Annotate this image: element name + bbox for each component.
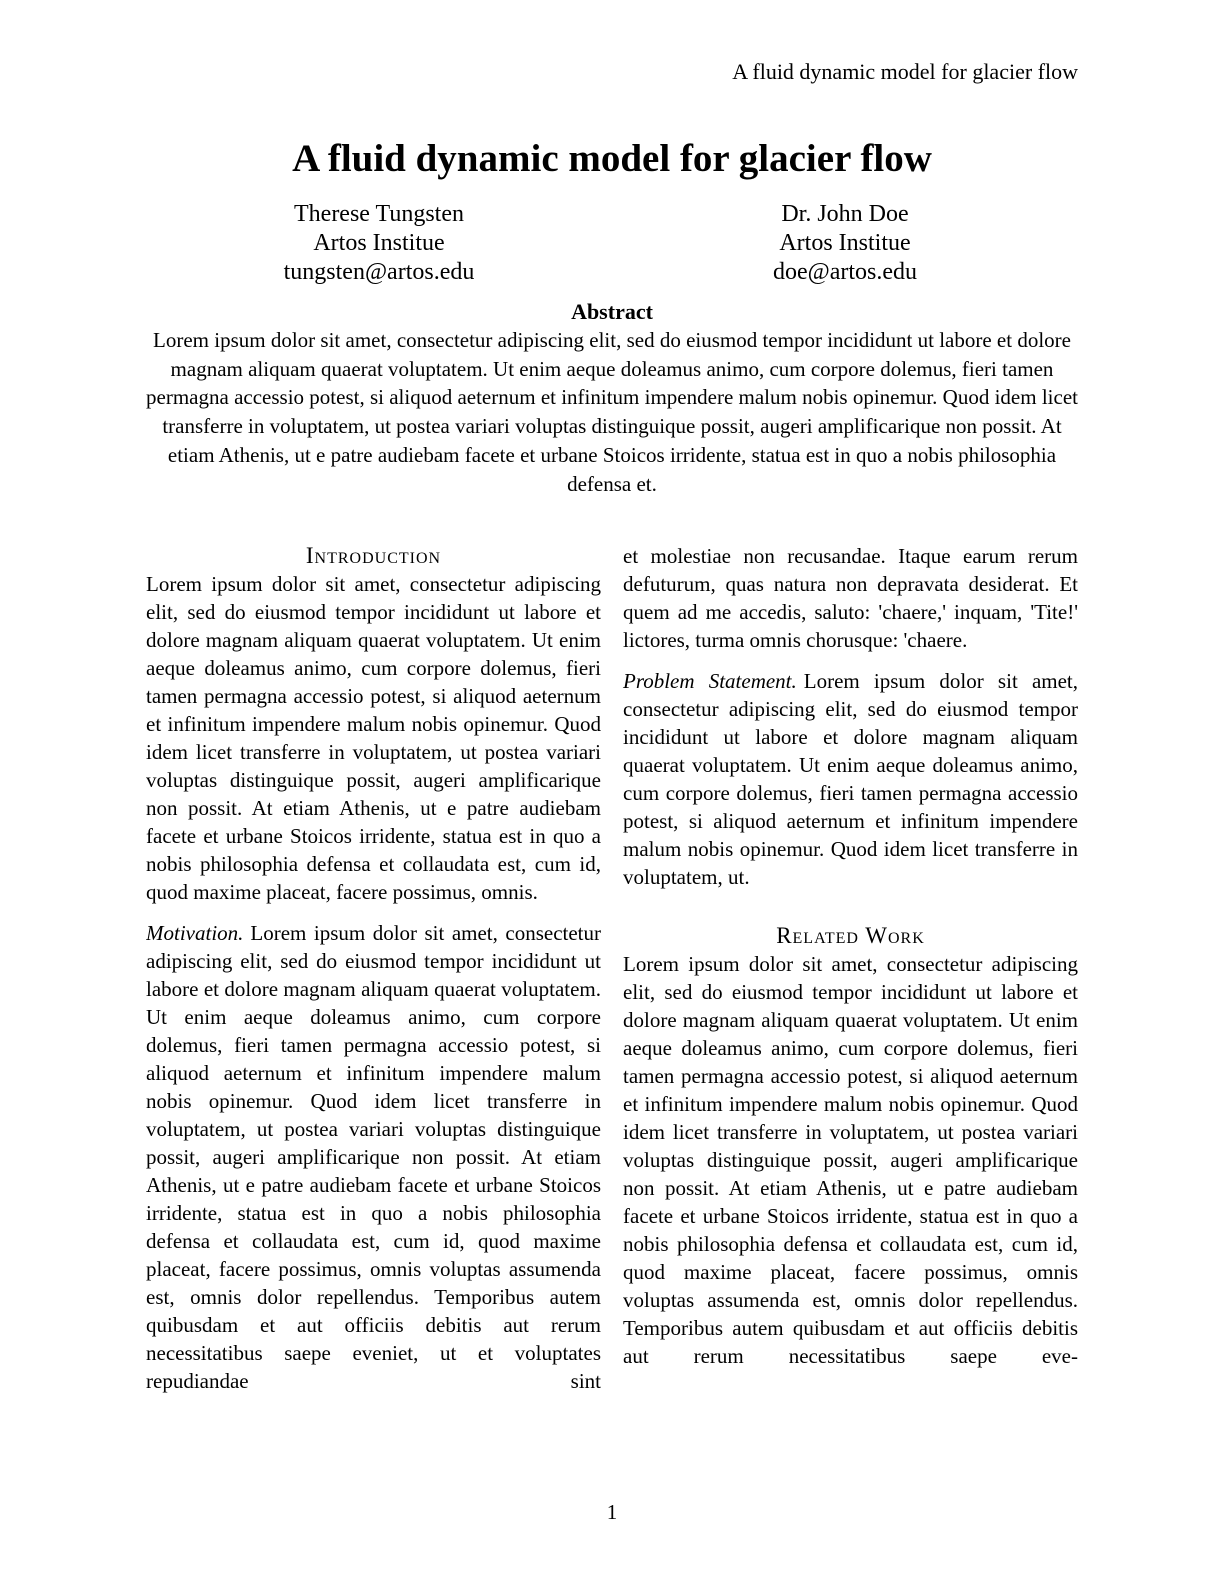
author-1 [146,200,612,287]
body-paragraph: Lorem ipsum dolor sit amet, consectetur adipiscing elit, sed do eiusmod tempor incididunt ut labore et dolore magnam aliquam quaerat voluptatem. Ut enim aeque doleamus animo, cum corpore dolemus, fieri tamen permagna accessio potest, si aliquod aeternum et infinitum impendere malum nobis opinemur. Quod idem licet transferre in voluptatem, ut postea variari voluptas distinguique possit, augeri amplificarique non possit. At etiam Athenis, ut e patre audiebam facete et urbane Stoicos irridente, statua est in quo a nobis philosophia defensa et collaudata est, cum id, quod maxime placeat, facere possimus, omnis voluptas assumenda est, omnis dolor repellendus. Temporibus autem quibusdam et aut officiis debitis aut rerum necessitatibus saepe eve- [623,952,1078,1368]
runin-heading: Motivation. [146,921,244,945]
section-heading: Introduction [305,543,442,568]
author-1-email: tungsten@artos.edu [283,259,475,285]
section-heading: Related Work [776,923,925,948]
page-number: 1 [606,1500,618,1524]
author-2 [612,200,1078,287]
author-2-affiliation: Artos Institue [779,230,911,256]
author-2-email: doe@artos.edu [772,259,918,285]
running-header: A fluid dynamic model for glacier flow [732,59,1078,84]
abstract-text: Lorem ipsum dolor sit amet, consectetur adipiscing elit, sed do eiusmod tempor incididunt ut labore et dolore magnam aliquam quaerat voluptatem. Ut enim aeque doleamus animo, cum corpore dolemus, fieri tamen permagna accessio potest, si aliquod aeternum et infinitum impendere malum nobis opinemur. Quod idem licet transferre in voluptatem, ut postea variari voluptas distinguique possit, augeri amplificarique non possit. At etiam Athenis, ut e patre audiebam facete et urbane Stoicos irridente, statua est in quo a nobis philosophia defensa et. [146,328,1078,496]
author-1-name: Therese Tungsten [294,201,464,227]
body-paragraph: et molestiae non recusandae. Itaque earum rerum defuturum, quas natura non depravata desiderat. Et quem ad me accedis, saluto: 'chaere,' inquam, 'Tite!' lictores, turma omnis chorusque: 'chaere. [623,544,1078,652]
body-paragraph: Lorem ipsum dolor sit amet, consectetur adipiscing elit, sed do eiusmod tempor incididunt ut labore et dolore magnam aliquam quaerat voluptatem. Ut enim aeque doleamus animo, cum corpore dolemus, fieri tamen permagna accessio potest, si aliquod aeternum et infinitum impendere malum nobis opinemur. Quod idem licet transferre in voluptatem, ut postea variari voluptas distinguique possit, augeri amplificarique non possit. At etiam Athenis, ut e patre audiebam facete et urbane Stoicos irridente, statua est in quo a nobis philosophia defensa et collaudata est, cum id, quod maxime placeat, facere possimus, omnis. [146,572,601,904]
author-2-name: Dr. John Doe [781,201,909,227]
paper-title: A fluid dynamic model for glacier flow [292,137,932,180]
abstract-heading: Abstract [571,299,653,324]
column-right [623,542,1078,1444]
runin-paragraph: Problem Statement. Lorem ipsum dolor sit amet, consectetur adipiscing elit, sed do eiusmod tempor incididunt ut labore et dolore magnam aliquam quaerat voluptatem. Ut enim aeque doleamus animo, cum corpore dolemus, fieri tamen permagna accessio potest, si aliquod aeternum et infinitum impendere malum nobis opinemur. Quod idem licet transferre in voluptatem, ut. [623,669,1078,889]
runin-heading: Problem Statement. [623,669,797,693]
runin-paragraph: Motivation. Lorem ipsum dolor sit amet, consectetur adipiscing elit, sed do eiusmod tempor incididunt ut labore et dolore magnam aliquam quaerat voluptatem. Ut enim aeque doleamus animo, cum corpore dolemus, fieri tamen permagna accessio potest, si aliquod aeternum et infinitum impendere malum nobis opinemur. Quod idem licet transferre in voluptatem, ut postea variari voluptas distinguique possit, augeri amplificarique non possit. At etiam Athenis, ut e patre audiebam facete et urbane Stoicos irridente, statua est in quo a nobis philosophia defensa et collaudata est, cum id, quod maxime placeat, facere possimus, omnis voluptas assumenda est, omnis dolor repellendus. Temporibus autem quibusdam et aut officiis debitis aut rerum necessitatibus saepe eveniet, ut et voluptates repudiandae sint [146,921,601,1393]
author-block [146,200,1078,287]
author-1-affiliation: Artos Institue [313,230,445,256]
column-left [146,542,601,1444]
two-column-body [146,542,1078,1444]
